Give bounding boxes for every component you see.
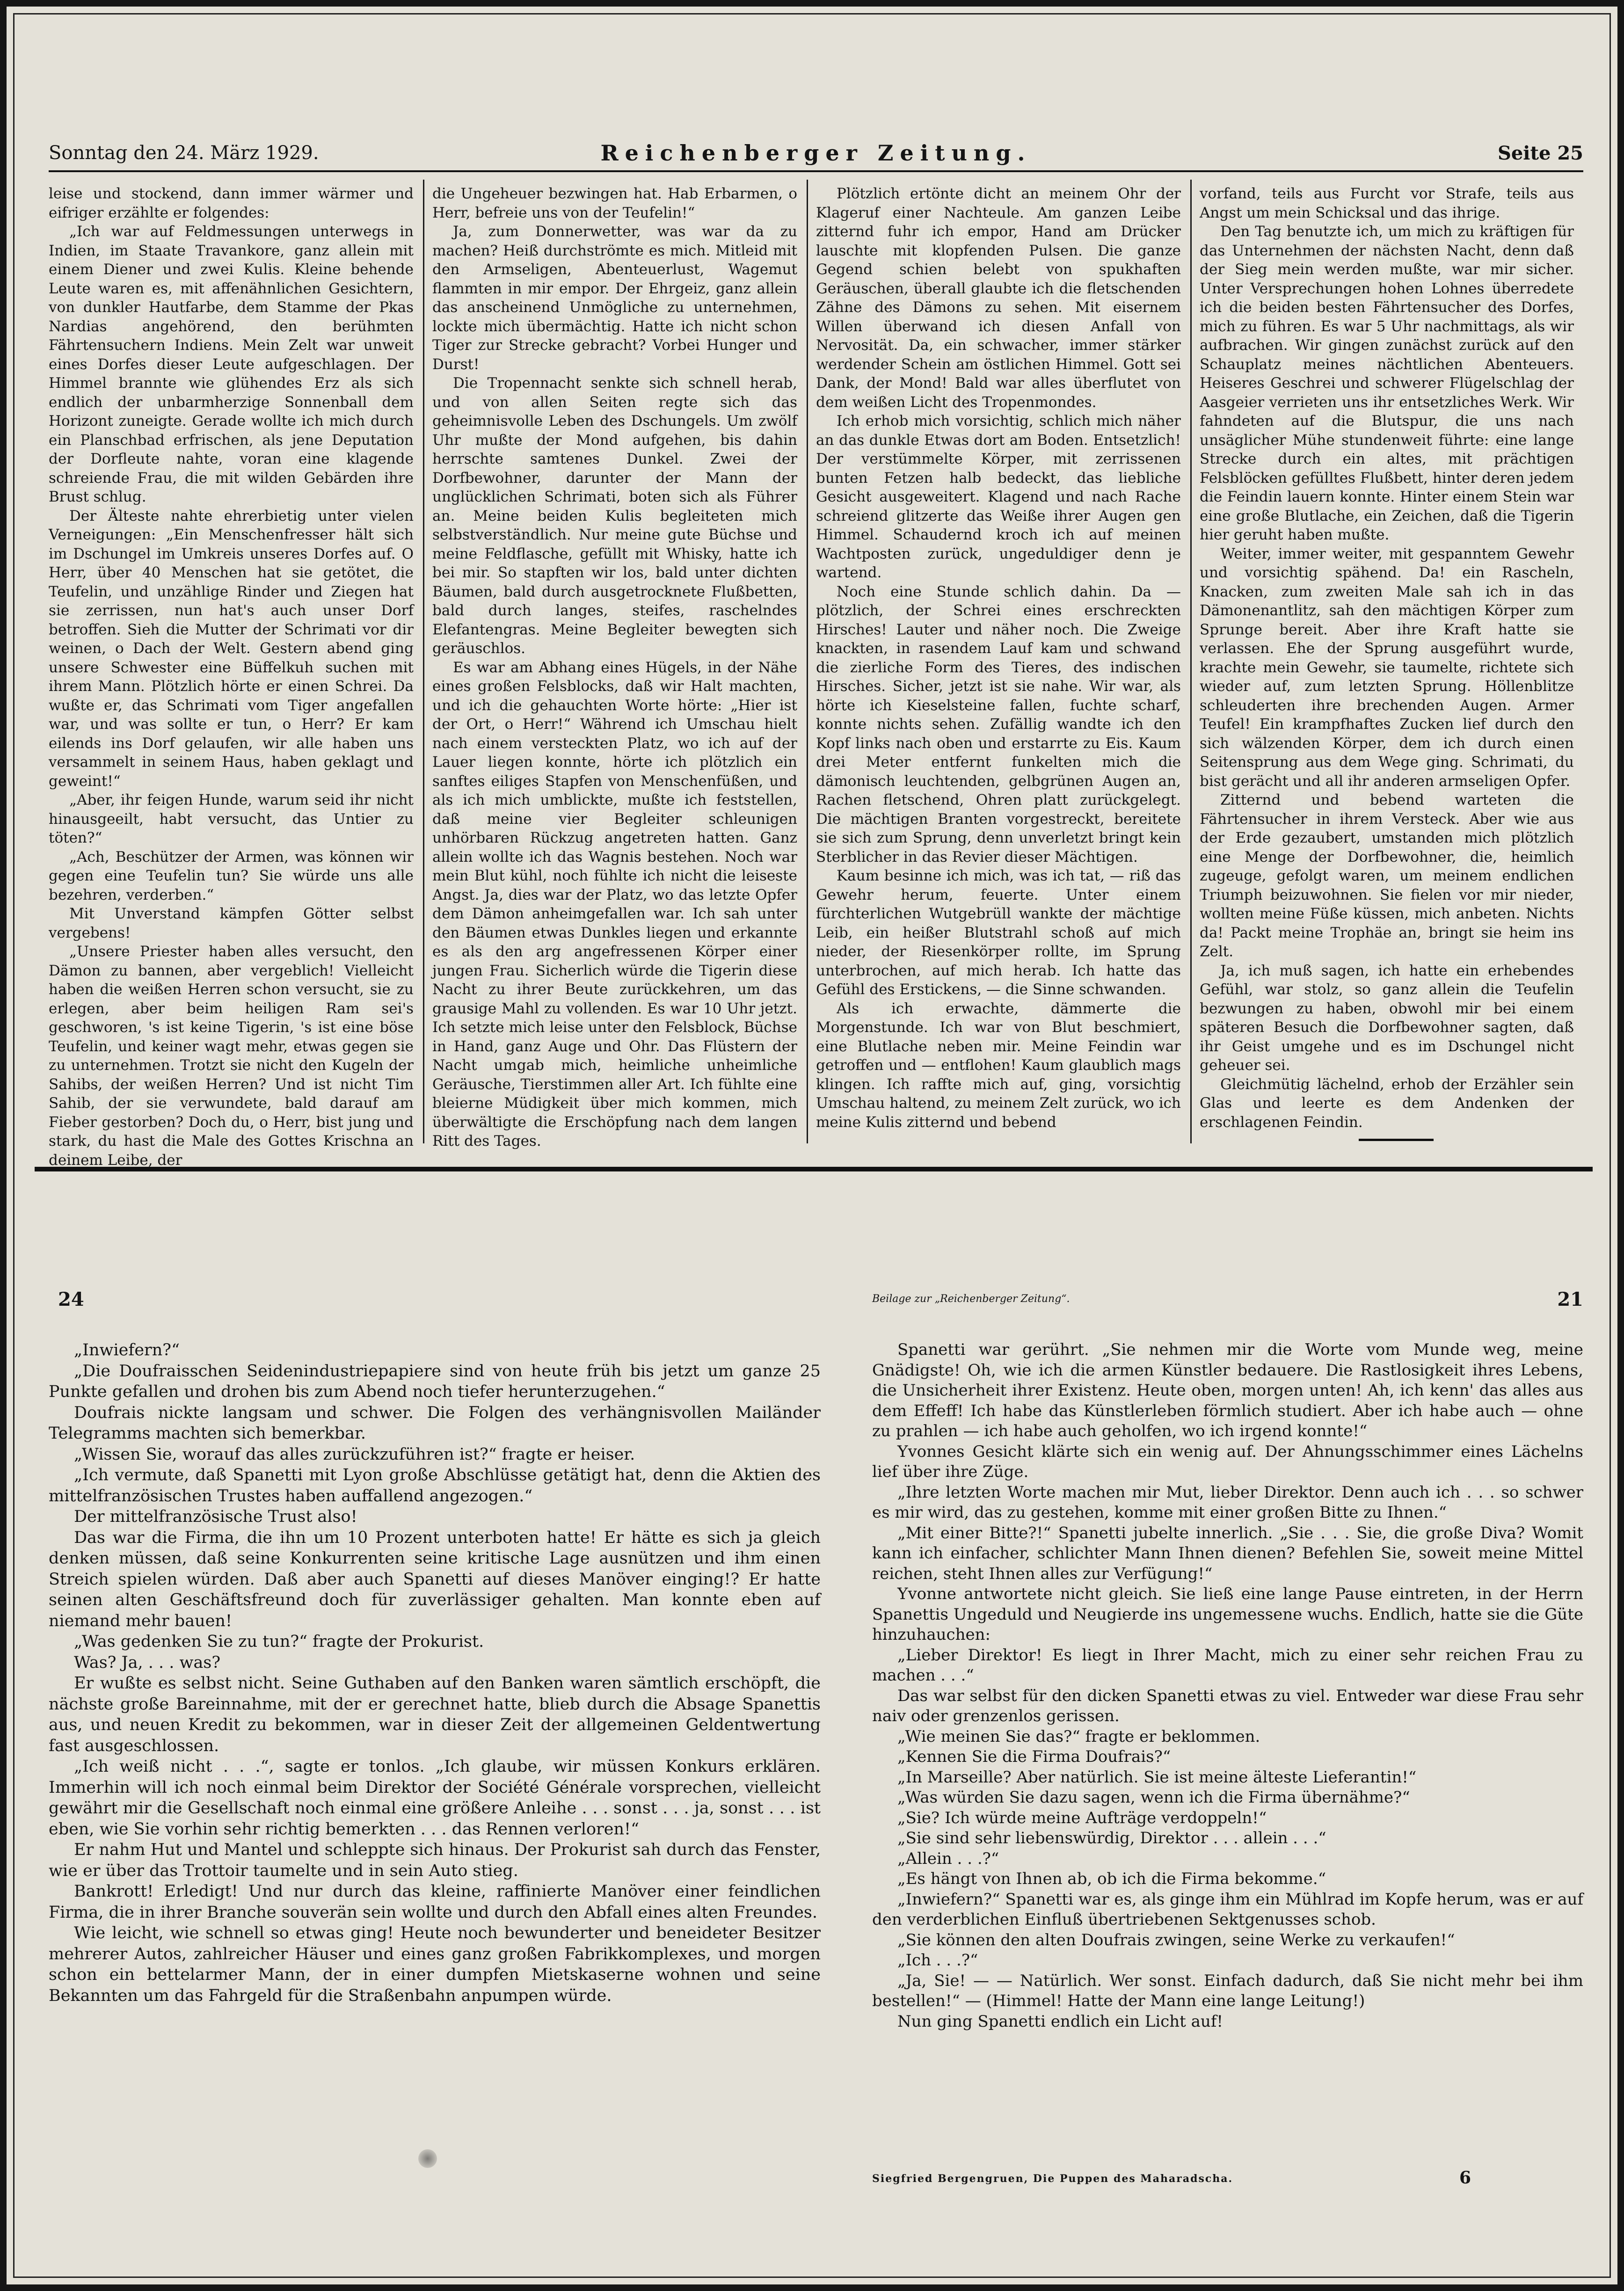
book-paragraph: Doufrais nickte langsam und schwer. Die Folgen des verhängnisvollen Mailänder Telegramms machten sich bemerkbar. — [49, 1403, 821, 1443]
column-paragraph: „Aber, ihr feigen Hunde, warum seid ihr nicht hinausgeeilt, habt versucht, das Untier zu töten?“ — [49, 792, 414, 846]
book-paragraph: Nun ging Spanetti endlich ein Licht auf! — [897, 2012, 1223, 2031]
article-end-rule — [1359, 1139, 1434, 1141]
column-paragraph: Ja, zum Donnerwetter, was war da zu machen? Heiß durchströmte es mich. Mitleid mit den Armseligen, Abenteuerlust, Wagemut flammten in mir empor. Der Ehrgeiz, ganz allein das anscheinend Unmögliche zu unternehmen, lockte mich übermächtig. Hatte ich nicht schon Tiger zur Strecke gebracht? Vorbei Hunger und Durst! — [432, 223, 797, 373]
article-column-2 — [432, 184, 797, 1149]
column-paragraph: Weiter, immer weiter, mit gespanntem Gewehr und vorsichtig spähend. Da! ein Rascheln, Knacken, zum zweiten Male sah ich in das Dämonenantlitz, sah den mächtigen Körper zum Sprunge bereit. Aber ihre Kraft hatte sie verlassen. Ehe der Sprung ausgeführt wurde, krachte mein Gewehr, sie taumelte, richtete sich wieder auf, zum letzten Sprung. Höllenblitze schleuderten ihre brechenden Augen. Armer Teufel! Ein krampfhaftes Zucken lief durch den sich wälzenden Körper, dem ich durch einen Seitensprung aus dem Wege ging. Schrimati, du bist gerächt und all ihr anderen armseligen Opfer. — [1200, 545, 1574, 790]
book-paragraph: „In Marseille? Aber natürlich. Sie ist meine älteste Lieferantin!“ — [897, 1767, 1417, 1787]
book-paragraph: Yvonne antwortete nicht gleich. Sie ließ eine lange Pause eintreten, in der Herrn Spanettis Ungeduld und Neugierde ins ungemessene wuchs. Endlich, hatte sie die Güte hinzuhauchen: — [872, 1585, 1583, 1644]
book-paragraph: „Ihre letzten Worte machen mir Mut, lieber Direktor. Denn auch ich . . . so schwer es mir wird, das zu gestehen, komme mit einer großen Bitte zu Ihnen.“ — [872, 1483, 1583, 1522]
column-rule — [807, 180, 808, 1143]
running-head: Beilage zur „Reichenberger Zeitung“. — [872, 1293, 1070, 1305]
book-paragraph: Bankrott! Erledigt! Und nur durch das kleine, raffinierte Manöver einer feindlichen Firma, die in ihrer Branche souverän sein wollte und durch den Abfall eines alten Freundes. — [49, 1882, 821, 1922]
masthead — [49, 138, 1583, 172]
book-page-right — [872, 1288, 1583, 2252]
book-paragraph: „Sie können den alten Doufrais zwingen, seine Werke zu verkaufen!“ — [897, 1930, 1455, 1949]
column-paragraph: „Ach, Beschützer der Armen, was können wir gegen eine Teufelin tun? Sie würde uns alle bezehren, verderben.“ — [49, 848, 414, 903]
book-paragraph: Das war die Firma, die ihn um 10 Prozent unterboten hatte! Er hätte es sich ja gleich denken müssen, daß seine Konkurrenten seine kritische Lage ausnützen und ihm einen Streich spielen würden. Daß aber auch Spanetti auf dieses Manöver einging!? Er hatte seinen alten Geschäftsfreund doch für zuverlässiger gehalten. Man konnte eben auf niemand mehr bauen! — [49, 1528, 821, 1630]
ink-smudge — [418, 2149, 437, 2168]
book-paragraph: Wie leicht, wie schnell so etwas ging! Heute noch bewunderter und beneideter Besitzer mehrerer Autos, zahlreicher Häuser und eines ganz großen Fabrikkomplexes, und morgen schon ein bettelarmer Mann, der in einer dumpfen Mietskaserne wohnen und seine Bekannten um das Fahrgeld für die Straßenbahn anpumpen würde. — [49, 1924, 821, 2005]
page-number-left: 24 — [58, 1288, 84, 1310]
book-paragraph: Yvonnes Gesicht klärte sich ein wenig auf. Der Ahnungsschimmer eines Lächelns lief über ihre Züge. — [872, 1442, 1583, 1481]
book-paragraph: Was? Ja, . . . was? — [74, 1653, 221, 1672]
column-paragraph: leise und stockend, dann immer wärmer und eifriger erzählte er folgendes: — [49, 185, 414, 221]
column-paragraph: „Unsere Priester haben alles versucht, den Dämon zu bannen, aber vergeblich! Vielleicht haben die weißen Herren schon versucht, sie zu erlegen, aber beim heiligen Ram sei's geschworen, 's ist keine Tigerin, 's ist eine böse Teufelin, und keiner wagt mehr, etwas gegen sie zu unternehmen. Trotzt sie nicht den Kugeln der Sahibs, der weißen Herren? Und ist nicht Tim Sahib, der sie verwundete, bald darauf am Fieber gestorben? Doch du, o Herr, bist jung und stark, du hast die Male des Gottes Krischna an deinem Leibe, der — [49, 943, 414, 1169]
column-rule — [1190, 180, 1192, 1143]
book-left-text — [49, 1340, 821, 2006]
column-paragraph: Als ich erwachte, dämmerte die Morgenstunde. Ich war von Blut beschmiert, eine Blutlache neben mir. Meine Feindin war getroffen und — entflohen! Kaum glaublich mags klingen. Ich raffte mich auf, ging, vorsichtig Umschau haltend, zu meinem Zelt zurück, wo ich meine Kulis zitternd und bebend — [816, 1000, 1181, 1131]
column-rule — [423, 180, 424, 1143]
book-paragraph: Spanetti war gerührt. „Sie nehmen mir die Worte vom Munde weg, meine Gnädigste! Oh, wie ich die armen Künstler bedauere. Die Rastlosigkeit ihres Lebens, die Unsicherheit ihrer Existenz. Heute oben, morgen unten! Ah, ich kenn' das alles aus dem Effeff! Ich habe das Künstlerleben förmlich studiert. Aber ich habe auch — ohne zu prahlen — ich habe auch geholfen, wo ich irgend konnte!“ — [872, 1340, 1583, 1440]
column-paragraph: Mit Unverstand kämpfen Götter selbst vergebens! — [49, 905, 414, 941]
book-paragraph: Das war selbst für den dicken Spanetti etwas zu viel. Entweder war diese Frau sehr naiv oder grenzenlos gerissen. — [872, 1686, 1583, 1725]
book-paragraph: „Inwiefern?“ Spanetti war es, als ginge ihm ein Mühlrad im Kopfe herum, was er auf den verderblichen Einfluß übertriebenen Sektgenusses schob. — [872, 1890, 1583, 1929]
book-footer: Siegfried Bergengruen, Die Puppen des Maharadscha. — [872, 2173, 1233, 2185]
book-paragraph: „Inwiefern?“ — [74, 1341, 180, 1360]
column-paragraph: Die Tropennacht senkte sich schnell herab, und von allen Seiten regte sich das geheimnisvolle Leben des Dschungels. Um zwölf Uhr mußte der Mond aufgehen, bis dahin herrschte samtenes Dunkel. Zwei der Dorfbewohner, darunter der Mann der unglücklichen Schrimati, boten sich als Führer an. Meine beiden Kulis begleiteten mich selbstverständlich. Nur meine gute Büchse und meine Feldflasche, gefüllt mit Whisky, hatte ich bei mir. So stapften wir los, bald unter dichten Bäumen, bald durch ausgetrocknete Flußbetten, bald durch langes, steifes, raschelndes Elefantengras. Meine Begleiter bewegten sich geräuschlos. — [432, 375, 797, 657]
book-paragraph: „Was gedenken Sie zu tun?“ fragte der Prokurist. — [74, 1632, 484, 1651]
column-paragraph: Noch eine Stunde schlich dahin. Da — plötzlich, der Schrei eines erschreckten Hirsches! Lauter und näher noch. Die Zweige knackten, in rasendem Lauf kam und schwand die zierliche Form des Tieres, des indischen Hirsches. Sicher, jetzt ist sie nahe. Wir war, als hörte ich Kieselsteine fallen, fuchte scharf, konnte nichts sehen. Zufällig wandte ich den Kopf links nach oben und erstarrte zu Eis. Kaum drei Meter entfernt funkelten mich die dämonisch leuchtenden, gelbgrünen Augen an, Rachen fletschend, Ohren platt zurückgelegt. Die mächtigen Branten vorgestreckt, bereitete sie sich zum Sprung, denn unverletzt bringt kein Sterblicher in das Revier dieser Mächtigen. — [816, 583, 1181, 865]
article-column-4 — [1200, 184, 1574, 1143]
book-paragraph: „Wissen Sie, worauf das alles zurückzuführen ist?“ fragte er heiser. — [74, 1445, 635, 1464]
masthead-date: Sonntag den 24. März 1929. — [49, 142, 319, 164]
book-paragraph: „Es hängt von Ihnen ab, ob ich die Firma bekomme.“ — [897, 1869, 1326, 1888]
column-paragraph: Der Älteste nahte ehrerbietig unter vielen Verneigungen: „Ein Menschenfresser hält sich im Dschungel im Umkreis unseres Dorfes auf. O Herr, über 40 Menschen hat sie getötet, die Teufelin, und unzählige Rinder und Ziegen hat sie zerrissen, nun hat's auch unser Dorf betroffen. Sieh die Mutter der Schrimati vor dir weinen, o Dach der Welt. Gestern abend ging unsere Schwester eine Büffelkuh suchen mit ihrem Mann. Plötzlich hörte er einen Schrei. Da wußte er, das Schrimati vom Tiger angefallen war, und was sollte er tun, o Herr? Er kam eilends ins Dorf gelaufen, wir alle haben uns versammelt in seinem Haus, haben geklagt und geweint!“ — [49, 507, 414, 790]
book-paragraph: Der mittelfranzösische Trust also! — [74, 1507, 357, 1526]
newspaper-page — [35, 35, 1593, 1171]
book-paragraph: „Ich . . .?“ — [897, 1951, 978, 1970]
signature-mark: 6 — [1459, 2168, 1471, 2188]
column-paragraph: Ja, ich muß sagen, ich hatte ein erhebendes Gefühl, war stolz, so ganz allein die Teufelin bezwungen zu haben, obwohl mir bei einem späteren Besuch die Dorfbewohner sagten, daß ihr Geist umgehe und es im Dschungel nicht geheuer sei. — [1200, 962, 1574, 1074]
page-number-right: 21 — [1557, 1288, 1583, 1310]
column-paragraph: Es war am Abhang eines Hügels, in der Nähe eines großen Felsblocks, daß wir Halt machten, und ich die gehauchten Worte hörte: „Hier ist der Ort, o Herr!“ Während ich Umschau hielt nach einem versteckten Platz, wo ich auf der Lauer liegen konnte, hörte ich plötzlich ein sanftes eiliges Stapfen von Menschenfüßen, und als ich mich umblickte, mußte ich feststellen, daß meine vier Begleiter schleunigen unhörbaren Rückzug angetreten hatten. Ganz allein wollte ich das Wagnis bestehen. Noch war mein Blut kühl, noch fühlte ich nicht die leiseste Angst. Ja, dies war der Platz, wo das letzte Opfer dem Dämon anheimgefallen war. Ich sah unter den Bäumen etwas Dunkles liegen und erkannte es als den arg angefressenen Körper einer jungen Frau. Sicherlich würde die Tigerin diese Nacht zu ihrer Beute zurückkehren, um das grausige Mahl zu vollenden. Es war 10 Uhr jetzt. Ich setzte mich leise unter den Felsblock, Büchse in Hand, ganz Auge und Ohr. Das Flüstern der Nacht umgab mich, heimliche unheimliche Geräusche, Tierstimmen aller Art. Ich fühlte eine bleierne Müdigkeit über mich kommen, mich überwältigte die Erschöpfung nach dem langen Ritt des Tages. — [432, 659, 797, 1149]
book-paragraph: „Wie meinen Sie das?“ fragte er beklommen. — [897, 1727, 1260, 1746]
book-paragraph: „Was würden Sie dazu sagen, wenn ich die Firma übernähme?“ — [897, 1788, 1410, 1807]
book-paragraph: „Ich vermute, daß Spanetti mit Lyon große Abschlüsse getätigt hat, denn die Aktien des mittelfranzösischen Trustes haben auffallend angezogen.“ — [49, 1466, 821, 1506]
book-paragraph: „Die Doufraisschen Seidenindustriepapiere sind von heute früh bis jetzt um ganze 25 Punkte gefallen und drohen bis zum Abend noch tiefer herunterzugehen.“ — [49, 1361, 821, 1401]
column-paragraph: Gleichmütig lächelnd, erhob der Erzähler sein Glas und leerte es dem Andenken der erschlagenen Feindin. — [1200, 1076, 1574, 1131]
column-paragraph: Zitternd und bebend warteten die Fährtensucher in ihrem Versteck. Aber wie aus der Erde gezaubert, umstanden mich plötzlich eine Menge der Dorfbewohner, die, heimlich zugeuge, gefolgt waren, um meinem endlichen Triumph beizuwohnen. Sie fielen vor mir nieder, wollten meine Füße küssen, mich anbeten. Nichts da! Packt meine Trophäe an, bringt sie heim ins Zelt. — [1200, 792, 1574, 960]
book-paragraph: „Lieber Direktor! Es liegt in Ihrer Macht, mich zu einer sehr reichen Frau zu machen . . .“ — [872, 1645, 1583, 1685]
column-paragraph: Kaum besinne ich mich, was ich tat, — riß das Gewehr herum, feuerte. Unter einem fürchterlichen Wutgebrüll wankte der mächtige Leib, ein heißer Blutstrahl schoß auf mich nieder, der Riesenkörper rollte, im Sprung unterbrochen, auf mich herab. Ich hatte das Gefühl des Erstickens, — die Sinne schwanden. — [816, 867, 1181, 998]
book-paragraph: „Kennen Sie die Firma Doufrais?“ — [897, 1747, 1171, 1766]
article-column-3 — [816, 184, 1181, 1143]
masthead-title: Reichenberger Zeitung. — [600, 140, 1032, 166]
column-paragraph: „Ich war auf Feldmessungen unterwegs in Indien, im Staate Travankore, ganz allein mit einem Diener und zwei Kulis. Kleine behende Leute waren es, mit affenähnlichen Gesichtern, von dunkler Hautfarbe, dem Stamme der Pkas Nardias angehörend, den berühmten Fährtensuchern Indiens. Mein Zelt war unweit eines Dorfes dieser Leute aufgeschlagen. Der Himmel brannte wie glühendes Erz als sich endlich der unbarmherzige Sonnenball dem Horizont zuneigte. Gerade wollte ich mich durch ein Planschbad erfrischen, als jene Deputation der Dorfleute nahte, voran eine klagende schreiende Frau, die mit wilden Gebärden ihre Brust schlug. — [49, 223, 414, 505]
book-paragraph: „Ich weiß nicht . . .“, sagte er tonlos. „Ich glaube, wir müssen Konkurs erklären. Immerhin will ich noch einmal beim Direktor der Société Générale vorsprechen, vielleicht gewährt mir die Gesellschaft noch einmal eine größere Anleihe . . . sonst . . . ja, sonst . . . ist eben, wie Sie vorhin sehr richtig bemerkten . . . das Rennen verloren!“ — [49, 1757, 821, 1839]
book-paragraph: „Sie? Ich würde meine Aufträge verdoppeln!“ — [897, 1808, 1267, 1827]
masthead-page-number: Seite 25 — [1497, 142, 1583, 164]
book-paragraph: „Ja, Sie! — — Natürlich. Wer sonst. Einfach dadurch, daß Sie nicht mehr bei ihm bestellen!“ — (Himmel! Hatte der Mann eine lange Leitung!) — [872, 1971, 1583, 2010]
column-paragraph: vorfand, teils aus Furcht vor Strafe, teils aus Angst um mein Schicksal und das ihrige. — [1200, 185, 1574, 221]
column-paragraph: Den Tag benutzte ich, um mich zu kräftigen für das Unternehmen der nächsten Nacht, denn daß der Sieg mein werden mußte, war mir sicher. Unter Versprechungen hohen Lohnes überredete ich die beiden besten Fährtensucher des Dorfes, mich zu führen. Es war 5 Uhr nachmittags, als wir aufbrachen. Wir gingen zunächst zurück auf den Schauplatz meines nächtlichen Abenteuers. Heiseres Geschrei und schwerer Flügelschlag der Aasgeier verrieten uns ihr entsetzliches Werk. Wir fahndeten auf die Blutspur, die uns nach unsäglicher Mühe stundenweit führte: eine lange Strecke durch ein altes, mit prächtigen Felsblöcken gefülltes Flußbett, hinter deren jedem die Feindin lauern konnte. Hinter einem Stein war eine große Blutlache, ein Zeichen, daß die Tigerin hier geruht haben mußte. — [1200, 223, 1574, 543]
book-paragraph: „Mit einer Bitte?!“ Spanetti jubelte innerlich. „Sie . . . Sie, die große Diva? Womit kann ich einfacher, schlichter Mann Ihnen dienen? Befehlen Sie, soweit meine Mittel reichen, steht Ihnen alles zur Verfügung!“ — [872, 1523, 1583, 1583]
article-column-1 — [49, 184, 414, 1169]
column-paragraph: Plötzlich ertönte dicht an meinem Ohr der Klageruf einer Nachteule. Am ganzen Leibe zitternd fuhr ich empor, Hand am Drücker lauschte mit klopfenden Pulsen. Die ganze Gegend schien belebt von spukhaften Geräuschen, überall glaubte ich die fletschenden Zähne des Dämons zu sehen. Mit eisernem Willen überwand ich diesen Anfall von Nervosität. Da, ein schwacher, immer stärker werdender Schein am östlichen Himmel. Gott sei Dank, der Mond! Bald war alles überflutet von dem weißen Licht des Tropenmondes. — [816, 185, 1181, 411]
book-right-text — [872, 1340, 1583, 2032]
book-paragraph: „Allein . . .?“ — [897, 1849, 999, 1868]
book-page-left — [49, 1288, 821, 2252]
book-paragraph: Er nahm Hut und Mantel und schleppte sich hinaus. Der Prokurist sah durch das Fenster, wie er über das Trottoir taumelte und in sein Auto stieg. — [49, 1840, 821, 1880]
column-paragraph: Ich erhob mich vorsichtig, schlich mich näher an das dunkle Etwas dort am Boden. Entsetzlich! Der verstümmelte Körper, mit zerrissenen bunten Fetzen halb bedeckt, das liebliche Gesicht ausgeweitert. Klagend und nach Rache schreiend glitzerte das Weiße ihrer Augen gen Himmel. Schaudernd kroch ich auf meinen Wachtposten zurück, ungeduldiger denn je wartend. — [816, 413, 1181, 581]
column-paragraph: die Ungeheuer bezwingen hat. Hab Erbarmen, o Herr, befreie uns von der Teufelin!“ — [432, 185, 797, 221]
book-paragraph: Er wußte es selbst nicht. Seine Guthaben auf den Banken waren sämtlich erschöpft, die nächste große Bareinnahme, mit der er gerechnet hatte, blieb durch die Absage Spanettis aus, und neuen Kredit zu bekommen, war in dieser Zeit der allgemeinen Geldentwertung fast ausgeschlossen. — [49, 1674, 821, 1755]
book-paragraph: „Sie sind sehr liebenswürdig, Direktor . . . allein . . .“ — [897, 1829, 1326, 1847]
